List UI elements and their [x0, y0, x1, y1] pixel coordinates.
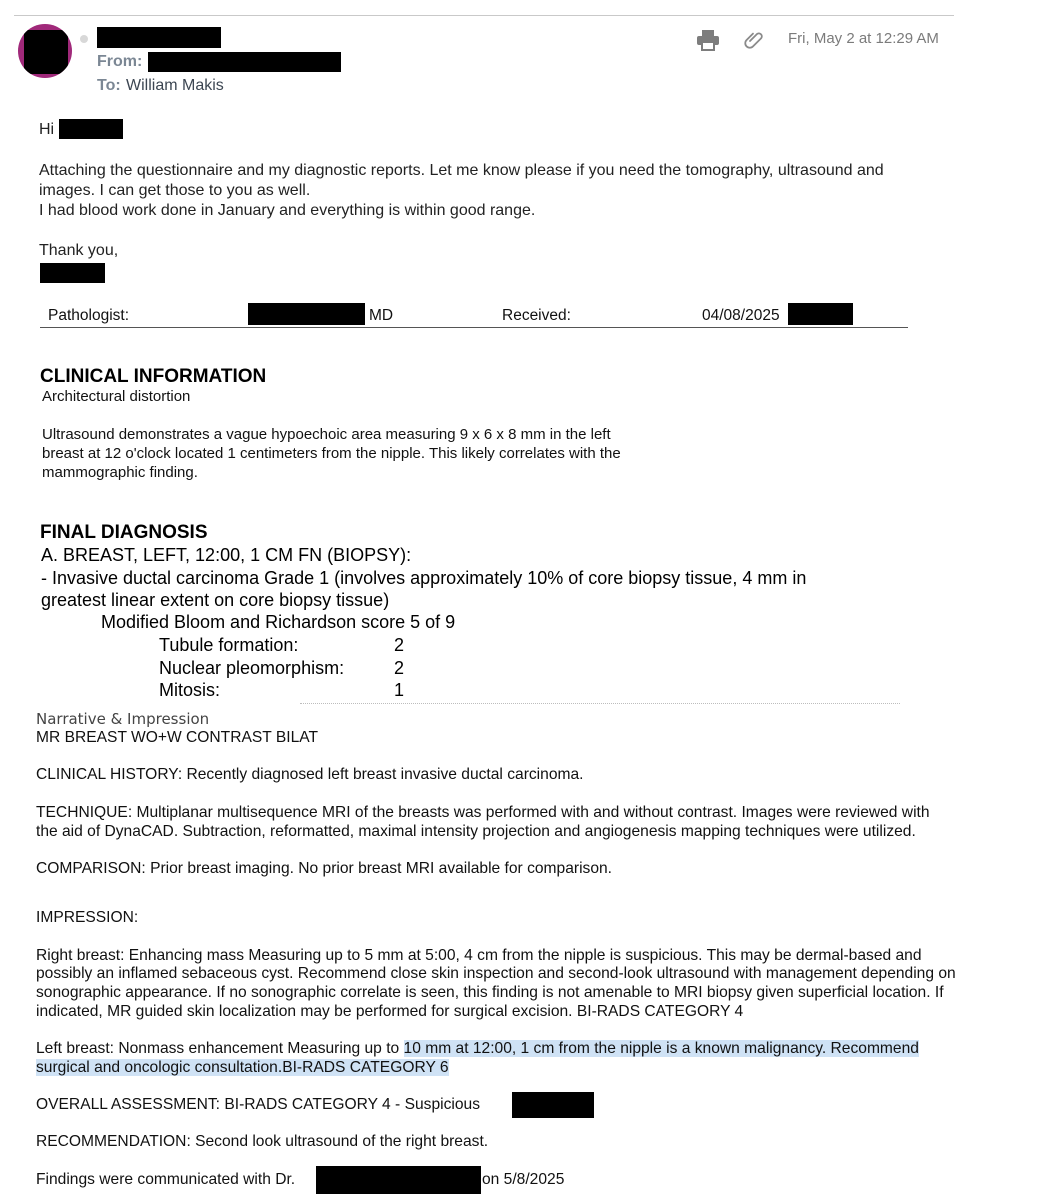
- score-value: 1: [394, 680, 405, 700]
- score-label: Tubule formation:: [159, 635, 299, 655]
- mri-exam-title: MR BREAST WO+W CONTRAST BILAT: [36, 729, 319, 746]
- clip-edge: [300, 703, 900, 704]
- clinical-line-2: breast at 12 o'clock located 1 centimeters from the nipple. This likely correlates with the: [42, 445, 621, 462]
- diagnosis-line-1: A. BREAST, LEFT, 12:00, 1 CM FN (BIOPSY):: [41, 545, 412, 565]
- to-label: To:: [97, 77, 121, 94]
- header-divider: [14, 15, 954, 16]
- received-label: Received:: [502, 307, 571, 324]
- impression-label: IMPRESSION:: [36, 909, 139, 926]
- highlighted-text: 10 mm at 12:00, 1 cm from the nipple is a known malignancy. Recommend: [403, 1040, 919, 1057]
- findings-suffix: on 5/8/2025: [482, 1171, 565, 1188]
- final-diagnosis-title: FINAL DIAGNOSIS: [40, 522, 208, 543]
- greeting: Hi: [39, 121, 55, 138]
- avatar-redaction: [24, 30, 68, 74]
- findings-prefix: Findings were communicated with Dr.: [36, 1171, 296, 1188]
- right-breast-line-4: indicated, MR guided skin localization may be performed for surgical excision. BI-RADS CATEGORY 4: [36, 1003, 744, 1020]
- attachment-icon[interactable]: [744, 29, 766, 51]
- diagnosis-line-3: greatest linear extent on core biopsy tissue): [41, 590, 390, 610]
- received-date: 04/08/2025: [702, 307, 780, 324]
- clinical-info-title: CLINICAL INFORMATION: [40, 366, 267, 387]
- closing: Thank you,: [39, 242, 119, 259]
- presence-dot: [80, 35, 88, 43]
- from-label: From:: [97, 53, 143, 70]
- overall-assessment: OVERALL ASSESSMENT: BI-RADS CATEGORY 4 - Suspicious: [36, 1096, 480, 1113]
- report-rule: [40, 327, 908, 328]
- score-value: 2: [394, 635, 405, 655]
- to-recipient[interactable]: William Makis: [126, 77, 224, 94]
- clinical-subtitle: Architectural distortion: [42, 388, 191, 405]
- body-line-1: Attaching the questionnaire and my diagnostic reports. Let me know please if you need the tomography, ultrasound and: [39, 162, 884, 179]
- right-breast-line-1: Right breast: Enhancing mass Measuring up to 5 mm at 5:00, 4 cm from the nipple is suspicious. This may be dermal-based and: [36, 947, 922, 964]
- comparison: COMPARISON: Prior breast imaging. No prior breast MRI available for comparison.: [36, 860, 613, 877]
- email-date: Fri, May 2 at 12:29 AM: [788, 30, 939, 47]
- diagnosis-line-2: - Invasive ductal carcinoma Grade 1 (involves approximately 10% of core biopsy tissue, 4 mm in: [41, 568, 807, 588]
- narrative-label: Narrative & Impression: [36, 710, 210, 728]
- body-line-2: images. I can get those to you as well.: [39, 182, 311, 199]
- print-icon[interactable]: [696, 29, 720, 51]
- left-breast-prefix: Left breast: Nonmass enhancement Measuring up to: [36, 1040, 404, 1057]
- from-address-redaction: [148, 52, 341, 72]
- body-line-3: I had blood work done in January and everything is within good range.: [39, 202, 536, 219]
- highlighted-text: surgical and oncologic consultation.BI-RADS CATEGORY 6: [36, 1059, 449, 1076]
- doctor-name-redaction: [316, 1166, 481, 1194]
- signature-redaction: [40, 263, 105, 283]
- sender-name-redaction: [97, 27, 221, 48]
- right-breast-line-2: possibly an inflamed sebaceous cyst. Recommend close skin inspection and second-look ultrasound with management depending on: [36, 965, 956, 982]
- left-breast-line-2: [36, 1059, 449, 1077]
- pathologist-name-redaction: [248, 303, 365, 325]
- recipient-name-redaction: [59, 119, 123, 139]
- clinical-history: CLINICAL HISTORY: Recently diagnosed left breast invasive ductal carcinoma.: [36, 766, 584, 783]
- score-label: Nuclear pleomorphism:: [159, 658, 345, 678]
- right-breast-line-3: sonographic appearance. If no sonographic correlate is seen, this finding is not amenable to MRI biopsy given superficial location. If: [36, 984, 944, 1001]
- pathologist-label: Pathologist:: [48, 307, 129, 324]
- sender-avatar[interactable]: [18, 24, 72, 78]
- technique-line-2: the aid of DynaCAD. Subtraction, reformatted, maximal intensity projection and angiogenesis mapping techniques were utilized.: [36, 823, 916, 840]
- recommendation: RECOMMENDATION: Second look ultrasound of the right breast.: [36, 1133, 489, 1150]
- pathologist-suffix: MD: [369, 307, 394, 324]
- received-time-redaction: [788, 303, 853, 325]
- score-line: Modified Bloom and Richardson score 5 of 9: [101, 612, 456, 632]
- assessment-redaction: [512, 1092, 594, 1118]
- score-value: 2: [394, 658, 405, 678]
- left-breast-line-1: [36, 1040, 919, 1058]
- score-label: Mitosis:: [159, 680, 221, 700]
- technique-line-1: TECHNIQUE: Multiplanar multisequence MRI of the breasts was performed with and without contrast. Images were reviewed with: [36, 804, 930, 821]
- clinical-line-1: Ultrasound demonstrates a vague hypoechoic area measuring 9 x 6 x 8 mm in the left: [42, 426, 611, 443]
- clinical-line-3: mammographic finding.: [42, 464, 198, 481]
